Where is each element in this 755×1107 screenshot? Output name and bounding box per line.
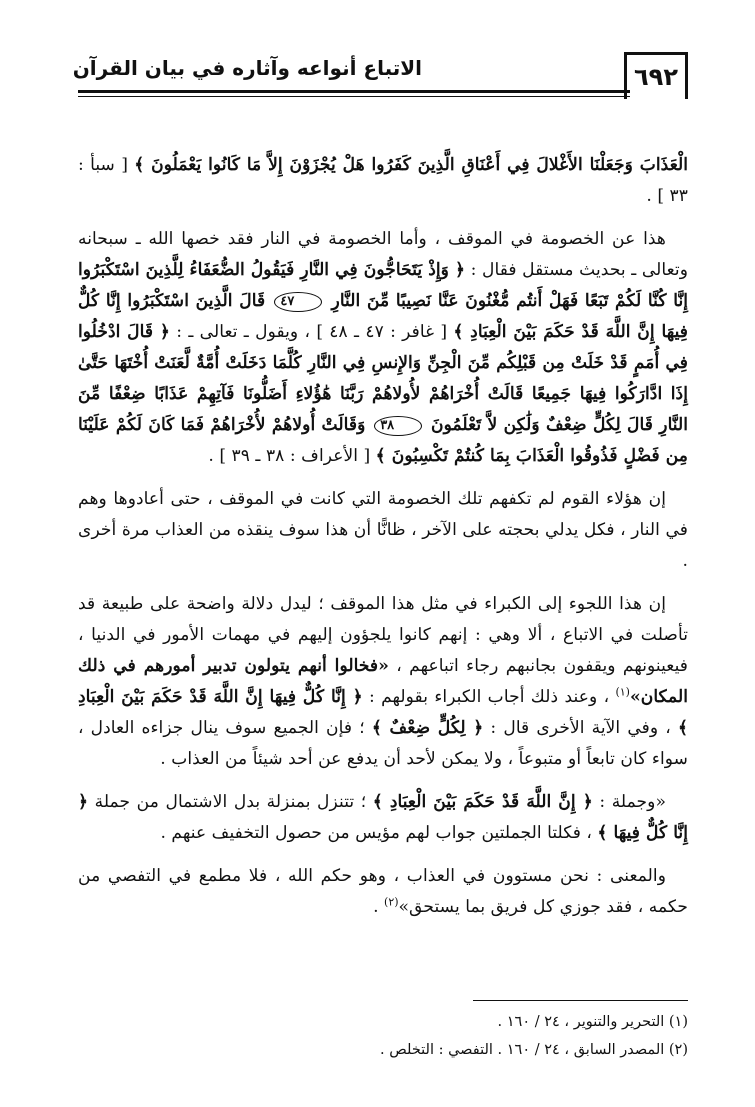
paragraph-text: ؛ فإن الجميع سوف ينال جزاءه العادل ، سواء كان تابعاً أو متبوعاً ، ولا يمكن لأحد أن يدفع عن أحد شيئاً من العذاب . (78, 718, 688, 769)
footnotes (78, 1008, 688, 1064)
quran-verse: قَالَ الَّذِينَ اسْتَكْبَرُوا إِنَّا كُلٌّ فِيهَا إِنَّ اللَّهَ قَدْ حَكَمَ بَيْنَ الْعِبَادِ ﴾ (78, 291, 689, 342)
page-number: ٦٩٢ (624, 52, 688, 99)
paragraph-text: إن هذا اللجوء إلى الكبراء في مثل هذا الموقف ؛ ليدل دلالة واضحة على طبيعة قد تأصلت في الاتباع ، ألا وهي : إنهم كانوا يلجؤون إليهم في مهمات الأمور في الدنيا ، فيعينونهم ويقفون بجانبهم رجاء اتباعهم ، (78, 594, 688, 676)
quran-verse: ﴿ قَالَ ادْخُلُوا فِي أُمَمٍ قَدْ خَلَتْ مِن قَبْلِكُم مِّنَ الْجِنِّ وَالإِنسِ فِي النَّارِ كُلَّمَا دَخَلَتْ أُمَّةٌ لَّعَنَتْ أُخْتَهَا حَتَّىٰ إِذَا ادَّارَكُوا فِيهَا جَمِيعًا قَالَتْ أُخْرَاهُمْ لأُولاهُمْ رَبَّنَا هَٰؤُلاءِ أَضَلُّونَا فَآتِهِمْ عَذَابًا ضِعْفًا مِّنَ النَّارِ قَالَ لِكُلٍّ ضِعْفٌ وَلَٰكِن لاَّ تَعْلَمُونَ (78, 322, 689, 435)
paragraph-text: ، فكلتا الجملتين جواب لهم مؤيس من حصول التخفيف عنهم . (160, 823, 592, 843)
paragraph-text: «وجملة : (599, 792, 666, 812)
header-rule-thin (78, 96, 630, 97)
footnote-separator (473, 1000, 688, 1001)
running-title: الاتباع أنواعه وآثاره في بيان القرآن (72, 56, 422, 80)
paragraph-1 (78, 150, 688, 212)
quran-verse: الْعَذَابَ وَجَعَلْنَا الأَغْلالَ فِي أَعْنَاقِ الَّذِينَ كَفَرُوا هَلْ يُجْزَوْنَ إِلاَّ مَا كَانُوا يَعْمَلُونَ ﴾ (134, 155, 688, 175)
paragraph-text: والمعنى : نحن مستوون في العذاب ، وهو حكم الله ، فلا مطمع في التفصي من حكمه ، فقد جوزي كل فريق بما يستحق» (78, 866, 688, 917)
footnote-ref: (١) (615, 685, 630, 699)
verse-number-marker: ٣٨ (374, 416, 422, 436)
paragraph-5 (78, 787, 688, 849)
quotation: «فخالوا أنهم يتولون تدبير أمورهم في ذلك المكان» (78, 656, 688, 707)
quran-verse: ﴿ إِنَّا كُلٌّ فِيهَا إِنَّ اللَّهَ قَدْ حَكَمَ بَيْنَ الْعِبَادِ ﴾ (78, 687, 689, 738)
paragraph-6 (78, 861, 688, 923)
page-header (72, 52, 688, 92)
footnote-ref: (٢) (384, 895, 399, 909)
footnote-2: (٢) المصدر السابق ، ٢٤ / ١٦٠ . التفصي : التخلص . (380, 1042, 688, 1058)
verse-number-marker: ٤٧ (274, 292, 322, 312)
quran-verse: وَقَالَتْ أُولاهُمْ لأُخْرَاهُمْ فَمَا كَانَ لَكُمْ عَلَيْنَا مِن فَضْلٍ فَذُوقُوا الْعَذَابَ بِمَا كُنتُمْ تَكْسِبُونَ ﴾ (78, 415, 688, 466)
footnote-1: (١) التحرير والتنوير ، ٢٤ / ١٦٠ . (497, 1014, 688, 1030)
paragraph-text: . (373, 897, 379, 917)
quran-verse: ﴿ وَإِذْ يَتَحَاجُّونَ فِي النَّارِ فَيَقُولُ الضُّعَفَاءُ لِلَّذِينَ اسْتَكْبَرُوا إِنَّا كُنَّا لَكُمْ تَبَعًا فَهَلْ أَنتُم مُّغْنُونَ عَنَّا نَصِيبًا مِّنَ النَّارِ (78, 260, 688, 311)
quran-verse: ﴿ إِنَّ اللَّهَ قَدْ حَكَمَ بَيْنَ الْعِبَادِ ﴾ (372, 792, 593, 812)
paragraph-text: إن هؤلاء القوم لم تكفهم تلك الخصومة التي كانت في الموقف ، حتى أعادوها وهم في النار ، فكل يدلي بحجته على الآخر ، ظانًّا أن هذا سوف ينقذه من العذاب مرة أخرى . (78, 489, 688, 571)
paragraph-3 (78, 484, 688, 577)
paragraph-text: ، وفي الآية الأخرى قال : (490, 718, 671, 738)
main-text (78, 150, 688, 935)
quran-verse: ﴿ إِنَّا كُلٌّ فِيهَا ﴾ (78, 792, 688, 843)
verse-reference: [ غافر : ٤٧ ـ ٤٨ ] ، ويقول ـ تعالى ـ : (176, 322, 448, 342)
paragraph-4 (78, 589, 688, 775)
paragraph-text: ؛ تتنزل بمنزلة بدل الاشتمال من جملة (94, 792, 367, 812)
header-rule (78, 90, 630, 93)
verse-reference: [ سبأ : ٣٣ ] . (78, 155, 688, 206)
paragraph-text: ، وعند ذلك أجاب الكبراء بقولهم : (368, 687, 610, 707)
verse-reference: [ الأعراف : ٣٨ ـ ٣٩ ] . (208, 446, 371, 466)
paragraph-text: هذا عن الخصومة في الموقف ، وأما الخصومة في النار فقد خصها الله ـ سبحانه وتعالى ـ بحديث مستقل فقال : (78, 229, 688, 280)
quran-verse: ﴿ لِكُلٍّ ضِعْفٌ ﴾ (371, 718, 484, 738)
paragraph-2 (78, 224, 688, 472)
